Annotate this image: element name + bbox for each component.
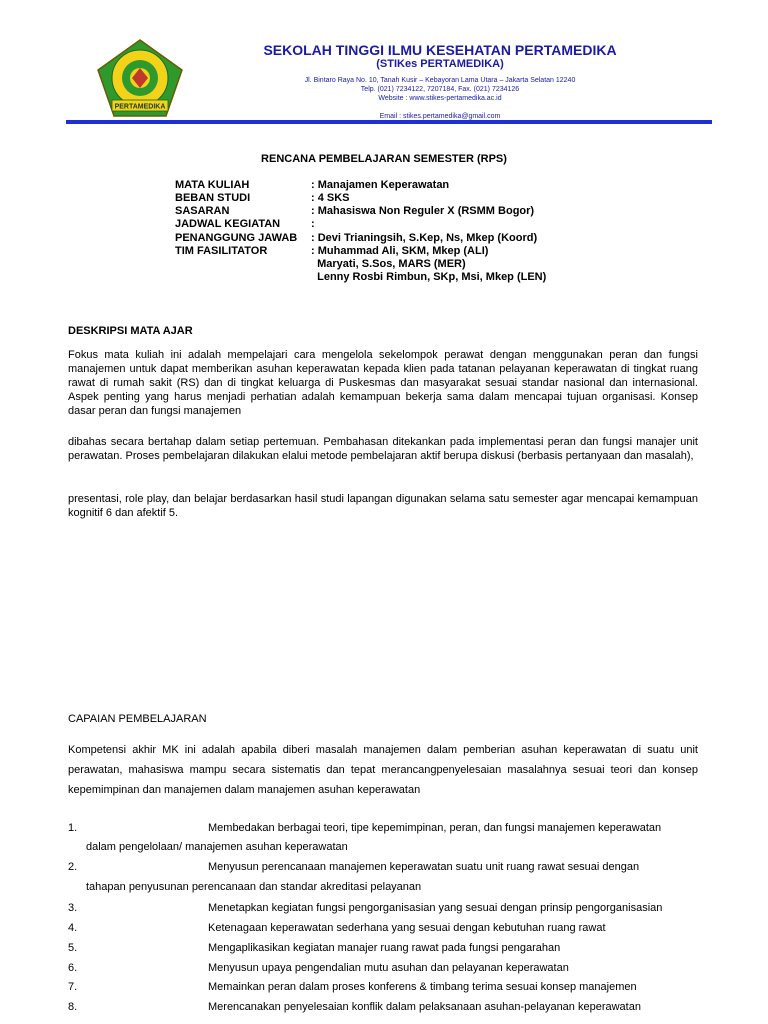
- list-item: Merencanakan penyelesaian konflik dalam pelaksanaan asuhan-pelayanan keperawatan: [208, 1001, 641, 1013]
- info-value: : Manajamen Keperawatan: [311, 179, 450, 191]
- list-number: 1.: [68, 822, 78, 834]
- section-heading-deskripsi: DESKRIPSI MATA AJAR: [68, 325, 193, 337]
- list-number: 6.: [68, 962, 78, 974]
- info-value: Maryati, S.Sos, MARS (MER): [311, 258, 466, 270]
- info-value: : 4 SKS: [311, 192, 350, 204]
- section-heading-capaian: CAPAIAN PEMBELAJARAN: [68, 713, 207, 725]
- info-value: Lenny Rosbi Rimbun, SKp, Msi, Mkep (LEN): [311, 271, 547, 283]
- list-item-continuation: tahapan penyusunan perencanaan dan standar akreditasi pelayanan: [86, 881, 422, 893]
- list-item: Membedakan berbagai teori, tipe kepemimpinan, peran, dan fungsi manajemen keperawatan: [208, 822, 662, 834]
- info-label: PENANGGUNG JAWAB: [175, 232, 298, 244]
- list-item: Memainkan peran dalam proses konferens & timbang terima sesuai konsep manajemen: [208, 981, 637, 993]
- list-number: 4.: [68, 922, 78, 934]
- info-label: TIM FASILITATOR: [175, 245, 268, 257]
- list-number: 5.: [68, 942, 78, 954]
- institution-address: Jl. Bintaro Raya No. 10, Tanah Kusir – Kebayoran Lama Utara – Jakarta Selatan 12240: [304, 77, 576, 84]
- deskripsi-paragraph-1: Fokus mata kuliah ini adalah mempelajari cara mengelola sekelompok perawat dengan menggunakan peran dan fungsi manajemen untuk dapat memberikan asuhan keperawatan kepada klien pada tatanan pelayanan keperawatan di tingkat ruang rawat di rumah sakit (RS) dan di tingkat keluarga di Puskesmas dan masyarakat sesuai standar nasional dan internasional. Aspek penting yang harus menjadi perhatian adalah kemampuan bekerja sama dalam mencapai tujuan organisasi. Konsep dasar peran dan fungsi manajemen: [68, 349, 698, 417]
- list-number: 2.: [68, 861, 78, 873]
- svg-text:PERTAMEDIKA: PERTAMEDIKA: [114, 103, 166, 111]
- document-title: RENCANA PEMBELAJARAN SEMESTER (RPS): [261, 153, 507, 165]
- list-item: Menetapkan kegiatan fungsi pengorganisasian yang sesuai dengan prinsip pengorganisasian: [208, 902, 663, 914]
- list-item: Menyusun perencanaan manajemen keperawatan suatu unit ruang rawat sesuai dengan: [208, 861, 640, 873]
- list-item-continuation: dalam pengelolaan/ manajemen asuhan keperawatan: [86, 841, 348, 853]
- header-divider: [66, 120, 712, 124]
- list-item: Ketenagaan keperawatan sederhana yang sesuai dengan kebutuhan ruang rawat: [208, 922, 606, 934]
- info-label: SASARAN: [175, 205, 230, 217]
- list-item: Menyusun upaya pengendalian mutu asuhan dan pelayanan keperawatan: [208, 962, 569, 974]
- institution-abbreviation: (STIKes PERTAMEDIKA): [376, 58, 504, 70]
- info-value: :: [311, 218, 315, 230]
- list-number: 8.: [68, 1001, 78, 1013]
- list-item: Mengaplikasikan kegiatan manajer ruang rawat pada fungsi pengarahan: [208, 942, 561, 954]
- institution-name: SEKOLAH TINGGI ILMU KESEHATAN PERTAMEDIKA: [263, 42, 617, 58]
- list-number: 3.: [68, 902, 78, 914]
- capaian-paragraph: Kompetensi akhir MK ini adalah apabila diberi masalah manajemen dalam pemberian asuhan keperawatan di suatu unit perawatan, mahasiswa mampu secara sistematis dan tepat merancangpenyelesaian masalahnya sesuai teori dan konsep kepemimpinan dan manajemen dalam manajemen asuhan keperawatan: [68, 744, 698, 796]
- deskripsi-paragraph-2: dibahas secara bertahap dalam setiap pertemuan. Pembahasan ditekankan pada implementasi peran dan fungsi manajer unit perawatan. Proses pembelajaran dilakukan elalui metode pembelajaran aktif berupa diskusi (berbasis pertanyaan dan masalah),: [68, 436, 698, 462]
- institution-phone: Telp. (021) 7234122, 7207184, Fax. (021) 7234126: [360, 86, 520, 93]
- info-label: BEBAN STUDI: [175, 192, 251, 204]
- info-value: : Mahasiswa Non Reguler X (RSMM Bogor): [311, 205, 535, 217]
- institution-website: Website : www.stikes-pertamedika.ac.id: [378, 95, 502, 102]
- institution-email: Email : stikes.pertamedika@gmail.com: [379, 113, 501, 120]
- info-value: : Devi Trianingsih, S.Kep, Ns, Mkep (Koord): [311, 232, 538, 244]
- info-label: MATA KULIAH: [175, 179, 250, 191]
- institution-logo: [96, 38, 184, 118]
- deskripsi-paragraph-3: presentasi, role play, dan belajar berdasarkan hasil studi lapangan digunakan selama satu semester agar mencapai kemampuan kognitif 6 dan afektif 5.: [68, 493, 698, 519]
- info-label: JADWAL KEGIATAN: [175, 218, 281, 230]
- list-number: 7.: [68, 981, 78, 993]
- info-value: : Muhammad Ali, SKM, Mkep (ALI): [311, 245, 489, 257]
